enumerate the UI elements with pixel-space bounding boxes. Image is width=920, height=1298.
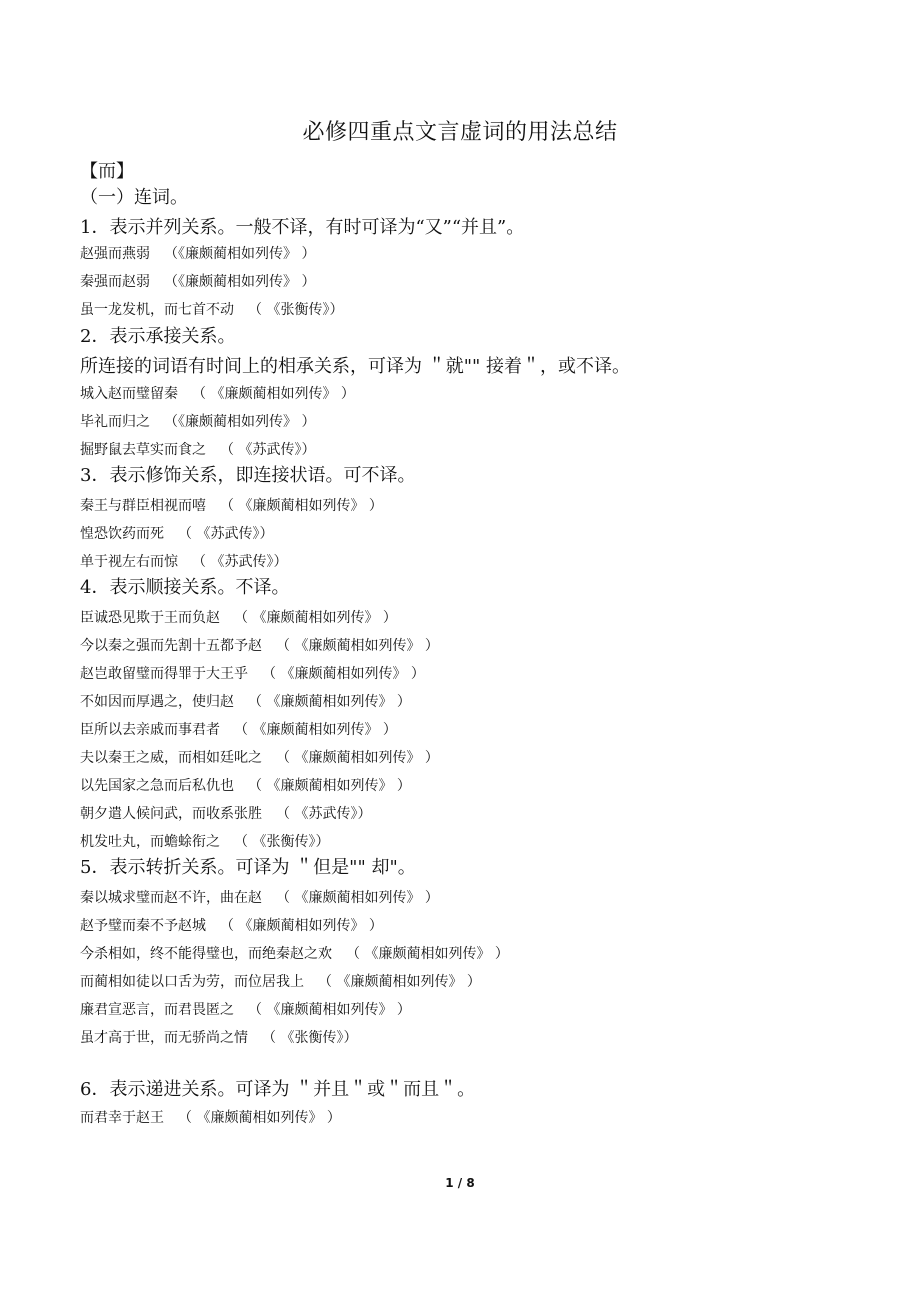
- example-text: 虽才高于世，而无骄尚之情: [80, 1030, 248, 1046]
- example-text: 朝夕遣人候问武，而收系张胜: [80, 806, 262, 822]
- example-line: [80, 832, 329, 852]
- section-heading: （一）连词。: [80, 187, 188, 208]
- example-line: [80, 916, 383, 936]
- subheading: 1．表示并列关系。一般不译，有时可译为“又”“并且”。: [80, 217, 525, 238]
- example-source: （《廉颇蔺相如列传》 ）: [164, 274, 316, 290]
- example-text: 秦王与群臣相视而嘻: [80, 498, 206, 514]
- example-source: （《廉颇蔺相如列传》 ）: [164, 414, 316, 430]
- subheading: 所连接的词语有时间上的相承关系，可译为 ＂就"" 接着＂，或不译。: [80, 356, 630, 377]
- subheading: 6．表示递进关系。可译为 ＂并且＂或＂而且＂。: [80, 1079, 476, 1100]
- example-source: （ 《廉颇蔺相如列传》 ）: [248, 694, 411, 710]
- example-line: [80, 720, 397, 740]
- example-text: 城入赵而璧留秦: [80, 386, 178, 402]
- example-line: [80, 1108, 341, 1128]
- example-text: 虽一龙发机，而七首不动: [80, 302, 234, 318]
- example-source: （ 《廉颇蔺相如列传》 ）: [276, 638, 439, 654]
- example-text: 掘野鼠去草实而食之: [80, 442, 206, 458]
- example-text: 今以秦之强而先割十五都予赵: [80, 638, 262, 654]
- page-number: 1 / 8: [445, 1176, 475, 1190]
- example-text: 毕礼而归之: [80, 414, 150, 430]
- example-source: （ 《廉颇蔺相如列传》 ）: [248, 1002, 411, 1018]
- example-text: 不如因而厚遇之，使归赵: [80, 694, 234, 710]
- example-source: （ 《廉颇蔺相如列传》 ）: [346, 946, 509, 962]
- example-line: [80, 524, 273, 544]
- example-text: 廉君宣恶言，而君畏匿之: [80, 1002, 234, 1018]
- example-text: 赵予璧而秦不予赵城: [80, 918, 206, 934]
- example-line: [80, 440, 315, 460]
- example-source: （ 《廉颇蔺相如列传》 ）: [318, 974, 481, 990]
- example-line: [80, 384, 355, 404]
- example-source: （ 《廉颇蔺相如列传》 ）: [276, 750, 439, 766]
- example-text: 秦以城求璧而赵不许，曲在赵: [80, 890, 262, 906]
- example-text: 秦强而赵弱: [80, 274, 150, 290]
- example-source: （ 《廉颇蔺相如列传》 ）: [220, 918, 383, 934]
- example-source: （ 《廉颇蔺相如列传》 ）: [220, 498, 383, 514]
- example-line: [80, 608, 397, 628]
- example-text: 臣诚恐见欺于王而负赵: [80, 610, 220, 626]
- example-line: [80, 272, 315, 292]
- example-text: 而君幸于赵王: [80, 1110, 164, 1126]
- example-line: [80, 1000, 411, 1020]
- example-source: （ 《苏武传》）: [220, 442, 316, 458]
- example-source: （ 《廉颇蔺相如列传》 ）: [192, 386, 355, 402]
- page-title: 必修四重点文言虚词的用法总结: [302, 120, 618, 145]
- example-line: [80, 972, 481, 992]
- example-text: 赵岂敢留璧而得罪于大王乎: [80, 666, 248, 682]
- example-text: 臣所以去亲戚而事君者: [80, 722, 220, 738]
- example-source: （ 《廉颇蔺相如列传》 ）: [234, 610, 397, 626]
- example-line: [80, 244, 315, 264]
- example-line: [80, 300, 343, 320]
- header-word: 【而】: [80, 161, 134, 182]
- example-text: 而蔺相如徒以口舌为劳，而位居我上: [80, 974, 304, 990]
- example-text: 夫以秦王之威，而相如廷叱之: [80, 750, 262, 766]
- example-source: （ 《廉颇蔺相如列传》 ）: [178, 1110, 341, 1126]
- example-line: [80, 776, 411, 796]
- example-source: （ 《张衡传》）: [262, 1030, 358, 1046]
- example-line: [80, 1028, 357, 1048]
- example-line: [80, 496, 383, 516]
- subheading: 2．表示承接关系。: [80, 326, 236, 347]
- example-source: （ 《张衡传》）: [234, 834, 330, 850]
- example-source: （ 《苏武传》）: [178, 526, 274, 542]
- example-text: 今杀相如，终不能得璧也，而绝秦赵之欢: [80, 946, 332, 962]
- example-source: （ 《廉颇蔺相如列传》 ）: [234, 722, 397, 738]
- example-text: 赵强而燕弱: [80, 246, 150, 262]
- subheading: 3．表示修饰关系，即连接状语。可不译。: [80, 465, 416, 486]
- example-source: （《廉颇蔺相如列传》 ）: [164, 246, 316, 262]
- example-text: 机发吐丸，而蟾蜍衔之: [80, 834, 220, 850]
- example-line: [80, 888, 439, 908]
- example-source: （ 《苏武传》）: [192, 554, 288, 570]
- example-source: （ 《廉颇蔺相如列传》 ）: [262, 666, 425, 682]
- example-line: [80, 944, 509, 964]
- example-text: 惶恐饮药而死: [80, 526, 164, 542]
- example-source: （ 《廉颇蔺相如列传》 ）: [248, 778, 411, 794]
- example-source: （ 《张衡传》）: [248, 302, 344, 318]
- example-line: [80, 804, 371, 824]
- example-line: [80, 664, 425, 684]
- example-line: [80, 552, 287, 572]
- example-text: 以先国家之急而后私仇也: [80, 778, 234, 794]
- example-text: 单于视左右而惊: [80, 554, 178, 570]
- example-line: [80, 412, 315, 432]
- example-line: [80, 748, 439, 768]
- subheading: 5．表示转折关系。可译为 ＂但是"" 却"。: [80, 857, 416, 878]
- example-source: （ 《苏武传》）: [276, 806, 372, 822]
- example-source: （ 《廉颇蔺相如列传》 ）: [276, 890, 439, 906]
- example-line: [80, 692, 411, 712]
- subheading: 4．表示顺接关系。不译。: [80, 577, 290, 598]
- example-line: [80, 636, 439, 656]
